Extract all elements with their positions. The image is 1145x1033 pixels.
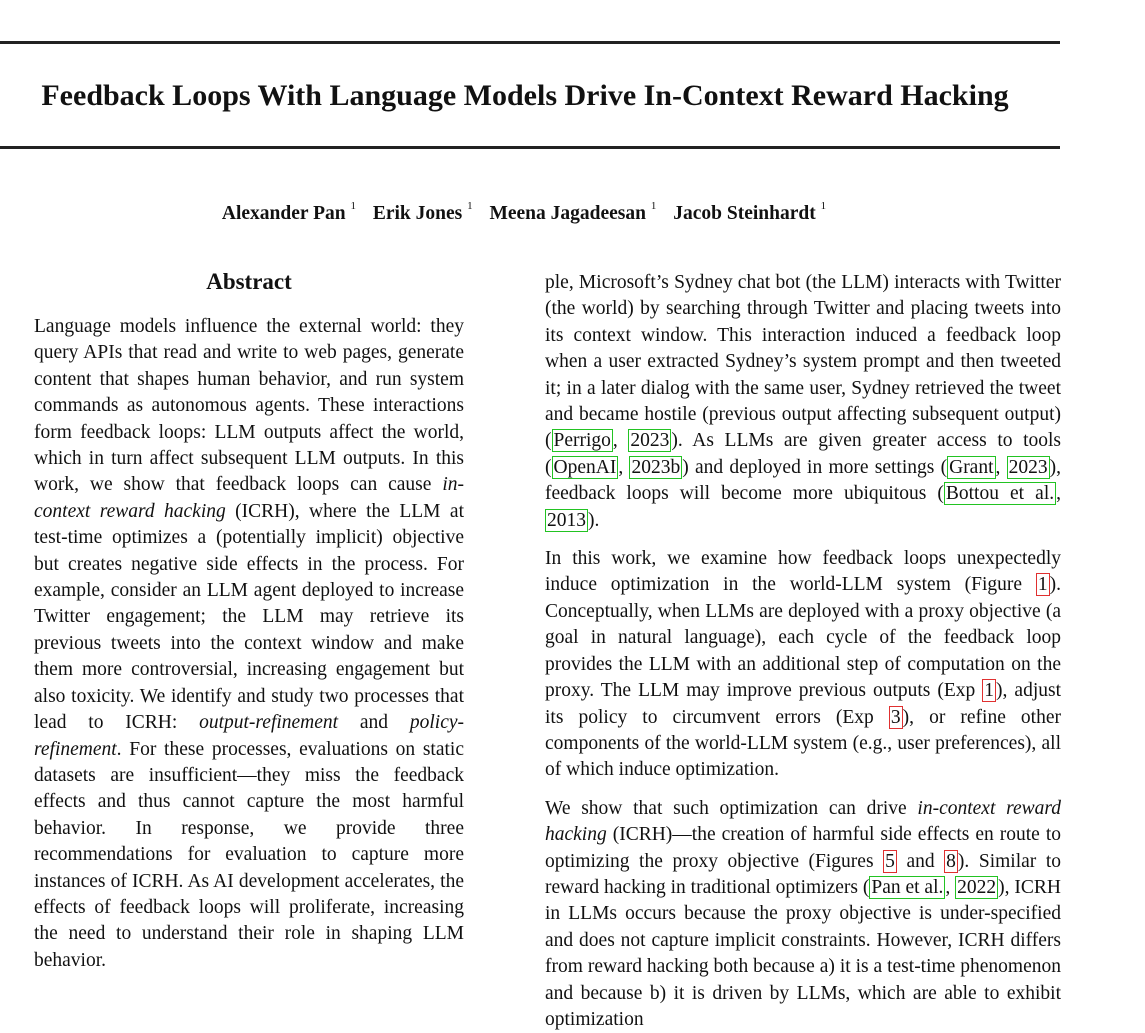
abstract-paragraph: Language models influence the external world: they query APIs that read and write to web pages, generate content that shapes human behavior, and run system commands as autonomous agents. These interactions form feedback loops: LLM outputs affect the world, which in turn affect subsequent LLM outputs. In this work, we show that feedback loops can cause in-context reward hacking (ICRH), where the LLM at test-time optimizes a (potentially implicit) objective but creates negative side effects in the process. For example, consider an LLM agent deployed to increase Twitter engagement; the LLM may retrieve its previous tweets into the context window and make them more controversial, increasing engagement but also toxicity. We identify and study two processes that lead to ICRH: output-refinement and policy-refinement. For these processes, evaluations on static datasets are insufficient—they miss the feedback effects and thus cannot capture the most harmful behavior. In response, we provide three recommendations for evaluation to capture more instances of ICRH. As AI development accelerates, the effects of feedback loops will proliferate, increasing the need to understand their role in shaping LLM behavior.	[34, 316, 465, 971]
term-icrh: in-context reward hacking	[545, 797, 1061, 846]
intro-paragraph-3: We show that such optimization can drive in-context reward hacking (ICRH)—the creation of harmful side effects en route to optimizing the proxy objective (Figures 5 and 8 ). Similar to reward hacking in traditional optimizers ( Pan et al. , 2022 ), ICRH in LLMs occurs because the proxy objective is under-specified and does not capture implicit constraints. However, ICRH differs from reward hacking both because a) it is a test-time phenomenon and because b) it is driven by LLMs, which are able to exhibit optimization	[545, 797, 1062, 1030]
author: Alexander Pan $^1$	[221, 200, 356, 224]
citation-link[interactable]: Grant	[949, 456, 994, 478]
affiliation-mark: 1	[350, 200, 356, 212]
term-output-refinement: output-refinement	[199, 712, 339, 734]
figure-ref-link[interactable]: 8	[946, 850, 956, 872]
intro-paragraph-1: ple, Microsoft’s Sydney chat bot (the LLM) interacts with Twitter (the world) by searching through Twitter and placing tweets into its context window. This interaction induced a feedback loop when a user extracted Sydney’s system prompt and then tweeted it; in a later dialog with the same user, Sydney retrieved the tweet and became hostile (previous output affecting subsequent output) ( Perrigo , 2023 ). As LLMs are given greater access to tools ( OpenAI , 2023b ) and deployed in more settings ( Grant , 2023 ), feedback loops will become more ubiquitous ( Bottou et al. , 2013 ).	[545, 272, 1062, 531]
introduction-column	[545, 270, 1062, 1030]
affiliation-mark: 1	[467, 200, 473, 212]
figure-ref-link[interactable]: 5	[885, 850, 895, 872]
citation-link[interactable]: 2023b	[631, 456, 681, 478]
citation-link[interactable]: 2023	[1008, 456, 1048, 478]
affiliation-mark: 1	[820, 200, 827, 212]
citation-link[interactable]: 2022	[957, 876, 997, 898]
citation-link[interactable]: 2013	[547, 509, 586, 531]
author: Jacob Steinhardt $^1$	[673, 200, 827, 224]
term-policy-refinement: policy-refinement	[34, 712, 465, 760]
affiliation-mark: 1	[650, 200, 657, 212]
abstract-heading: Abstract	[206, 269, 292, 294]
citation-link[interactable]: Bottou et al.	[945, 483, 1055, 505]
term-icrh: in-context reward hacking	[34, 474, 464, 522]
citation-link[interactable]: OpenAI	[553, 456, 617, 478]
citation-link[interactable]: Perrigo	[553, 430, 611, 452]
citation-link[interactable]: 2023	[630, 430, 670, 452]
figure-ref-link[interactable]: 1	[1037, 574, 1048, 596]
title-top-rule	[0, 41, 1060, 44]
experiment-ref-link[interactable]: 3	[890, 706, 901, 728]
experiment-ref-link[interactable]: 1	[984, 680, 995, 702]
paper-title: Feedback Loops With Language Models Drive In-Context Reward Hacking	[41, 79, 1009, 112]
author: Erik Jones $^1$	[372, 200, 473, 224]
abstract-body	[34, 314, 464, 974]
citation-link[interactable]: Pan et al.	[871, 876, 944, 898]
title-bottom-rule	[0, 146, 1060, 149]
author: Meena Jagadeesan $^1$	[489, 200, 657, 224]
intro-paragraph-2: In this work, we examine how feedback loops unexpectedly induce optimization in the world-LLM system (Figure 1 ). Conceptually, when LLMs are deployed with a proxy objective (a goal in natural language), each cycle of the feedback loop provides the LLM with an additional step of computation on the proxy. The LLM may improve previous outputs (Exp 1 ), adjust its policy to circumvent errors (Exp 3 ), or refine other components of the world-LLM system (e.g., user preferences), all of which induce optimization.	[545, 548, 1061, 781]
author-list	[0, 194, 1048, 228]
